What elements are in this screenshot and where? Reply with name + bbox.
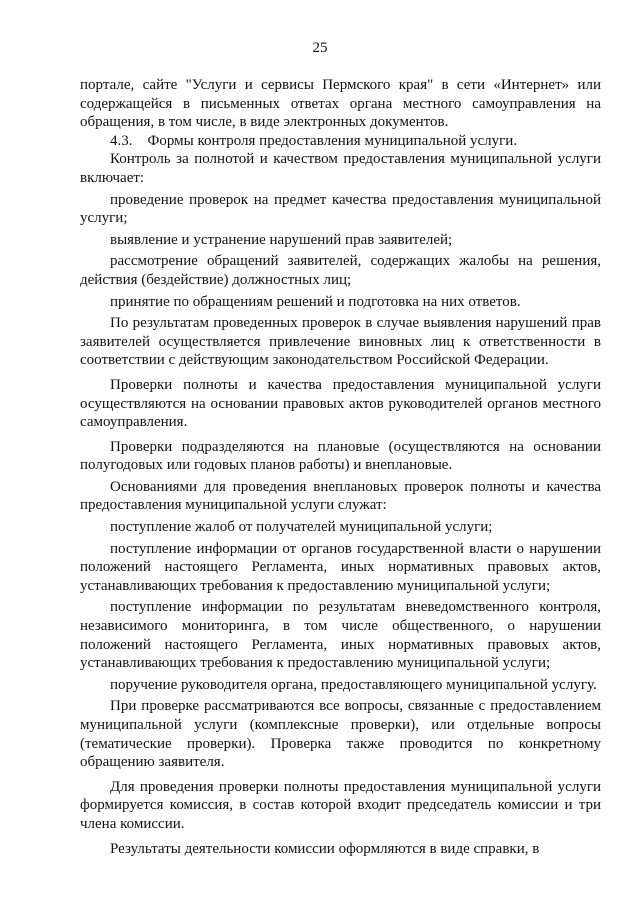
list-item-decisions: принятие по обращениям решений и подготовка на них ответов. [110, 293, 521, 310]
paragraph-control-scope: Контроль за полнотой и качеством предоставления муниципальной услуги включает: [80, 151, 601, 186]
page-number: 25 [312, 40, 328, 56]
list-item-inspections: проведение проверок на предмет качества предоставления муниципальной услуги; [80, 191, 601, 227]
paragraph-inspection-basis: Проверки полноты и качества предоставления муниципальной услуги осуществляются на основании правовых актов руководителей органов местного самоуправления. [80, 376, 601, 431]
list-item-state-info: поступление информации от органов государственной власти о нарушении положений настоящего Регламента, иных нормативных правовых актов, устанавливающих требования к предоставлению муниципальной услуги; [80, 540, 601, 594]
paragraph-inspection-results: По результатам проведенных проверок в случае выявления нарушений прав заявителей осуществляется привлечение виновных лиц к ответственности в соответствии с действующим законодательством Российской Федерации. [80, 315, 601, 369]
document-body [80, 76, 601, 858]
paragraph-inspection-scope: При проверке рассматриваются все вопросы, связанные с предоставлением муниципальной услуги (комплексные проверки), или отдельные вопросы (тематические проверки). Проверка также проводится по конкретному обращению заявителя. [80, 698, 601, 771]
paragraph-inspection-types: Проверки подразделяются на плановые (осуществляются на основании полугодовых или годовых планов работы) и внеплановые. [80, 438, 601, 474]
list-item-complaints: рассмотрение обращений заявителей, содержащих жалобы на решения, действия (бездействие) должностных лиц; [80, 253, 601, 288]
paragraph-commission-results: Результаты деятельности комиссии оформляются в виде справки, в [110, 840, 540, 857]
paragraph-commission: Для проведения проверки полноты предоставления муниципальной услуги формируется комиссия, в состав которой входит председатель комиссии и три члена комиссии. [80, 778, 601, 832]
list-item-monitoring-info: поступление информации по результатам вневедомственного контроля, независимого мониторинга, в том числе общественного, о нарушении положений настоящего Регламента, иных нормативных правовых актов, устанавливающих требования к предоставлению муниципальной услуги; [80, 599, 601, 672]
paragraph-unscheduled-grounds: Основаниями для проведения внеплановых проверок полноты и качества предоставления муниципальной услуги служат: [80, 478, 601, 514]
list-item-complaints-received: поступление жалоб от получателей муниципальной услуги; [110, 519, 493, 536]
list-item-head-order: поручение руководителя органа, предоставляющего муниципальной услугу. [110, 676, 597, 693]
list-item-violations: выявление и устранение нарушений прав заявителей; [110, 231, 453, 248]
paragraph-continuation: портале, сайте "Услуги и сервисы Пермского края" в сети «Интернет» или содержащейся в письменных ответах органа местного самоуправления на обращения, в том числе, в виде электронных документов. [80, 77, 601, 131]
section-heading-4-3: 4.3. Формы контроля предоставления муниципальной услуги. [110, 132, 518, 149]
